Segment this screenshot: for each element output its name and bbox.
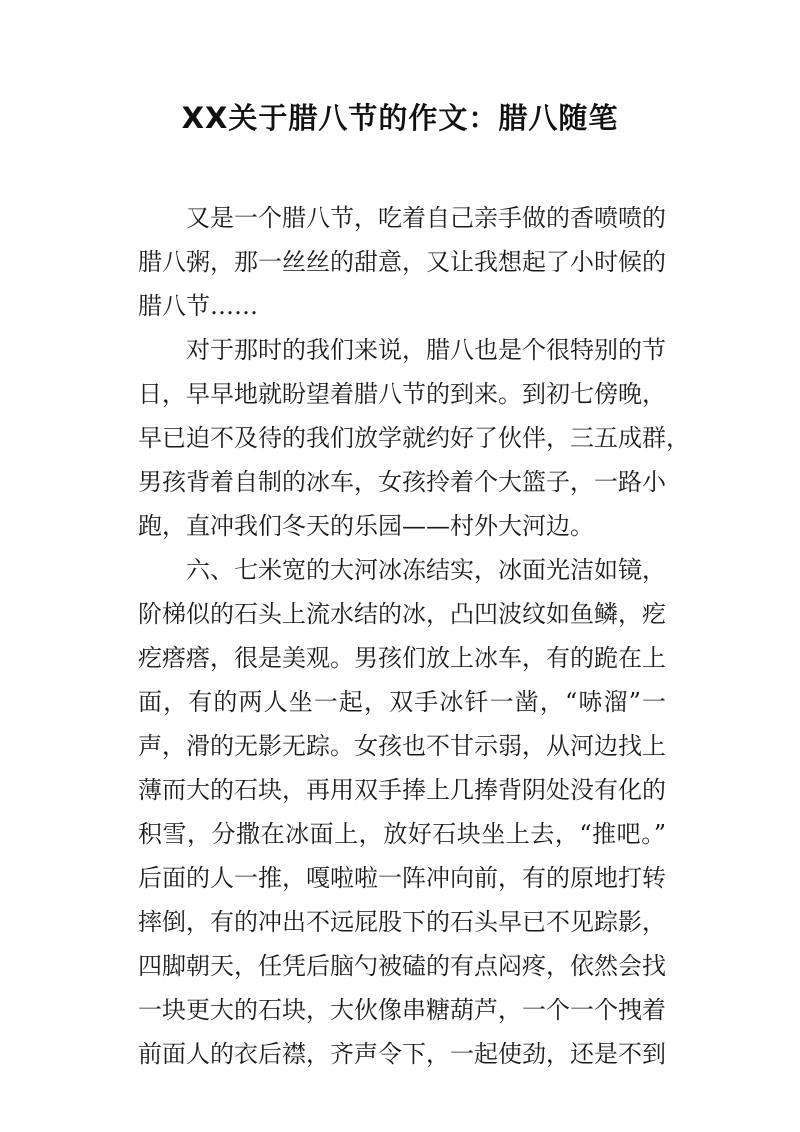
text-line: 六、七米宽的大河冰冻结实，冰面光洁如镜， xyxy=(186,556,666,584)
text-line: 疙瘩瘩，很是美观。男孩们放上冰车，有的跪在上 xyxy=(138,644,666,672)
text-line: 积雪，分撒在冰面上，放好石块坐上去，“推吧。” xyxy=(138,820,666,848)
text-line: 对于那时的我们来说，腊八也是个很特别的节 xyxy=(186,336,666,364)
paragraph-1 xyxy=(138,196,666,328)
text-line: 腊八粥，那一丝丝的甜意，又让我想起了小时候的 xyxy=(138,248,666,276)
text-line: 阶梯似的石头上流水结的冰，凸凹波纹如鱼鳞，疙 xyxy=(138,600,666,628)
text-line: 声，滑的无影无踪。女孩也不甘示弱，从河边找上 xyxy=(138,732,666,760)
text-line: 腊八节…… xyxy=(138,292,258,320)
text-line: 一块更大的石块，大伙像串糖葫芦，一个一个拽着 xyxy=(138,996,666,1024)
text-line: 薄而大的石块，再用双手捧上几捧背阴处没有化的 xyxy=(138,776,666,804)
text-line: 早已迫不及待的我们放学就约好了伙伴，三五成群， xyxy=(138,424,690,452)
text-line: 后面的人一推，嘎啦啦一阵冲向前，有的原地打转 xyxy=(138,864,666,892)
paragraph-3 xyxy=(138,548,666,1076)
text-line: 前面人的衣后襟，齐声令下，一起使劲，还是不到 xyxy=(138,1040,666,1068)
text-line: 面，有的两人坐一起，双手冰钎一凿，“哧溜”一 xyxy=(138,688,666,716)
text-line: 四脚朝天，任凭后脑勺被磕的有点闷疼，依然会找 xyxy=(138,952,666,980)
text-line: 摔倒，有的冲出不远屁股下的石头早已不见踪影， xyxy=(138,908,666,936)
text-line: 男孩背着自制的冰车，女孩拎着个大篮子，一路小 xyxy=(138,468,666,496)
article-body xyxy=(138,196,690,1076)
text-line: 又是一个腊八节，吃着自己亲手做的香喷喷的 xyxy=(186,204,666,232)
text-line: 日，早早地就盼望着腊八节的到来。到初七傍晚， xyxy=(138,380,666,408)
text-line: 跑，直冲我们冬天的乐园——村外大河边。 xyxy=(138,512,594,540)
paragraph-2 xyxy=(138,328,690,548)
page-title: XX关于腊八节的作文：腊八随笔 xyxy=(181,101,619,135)
